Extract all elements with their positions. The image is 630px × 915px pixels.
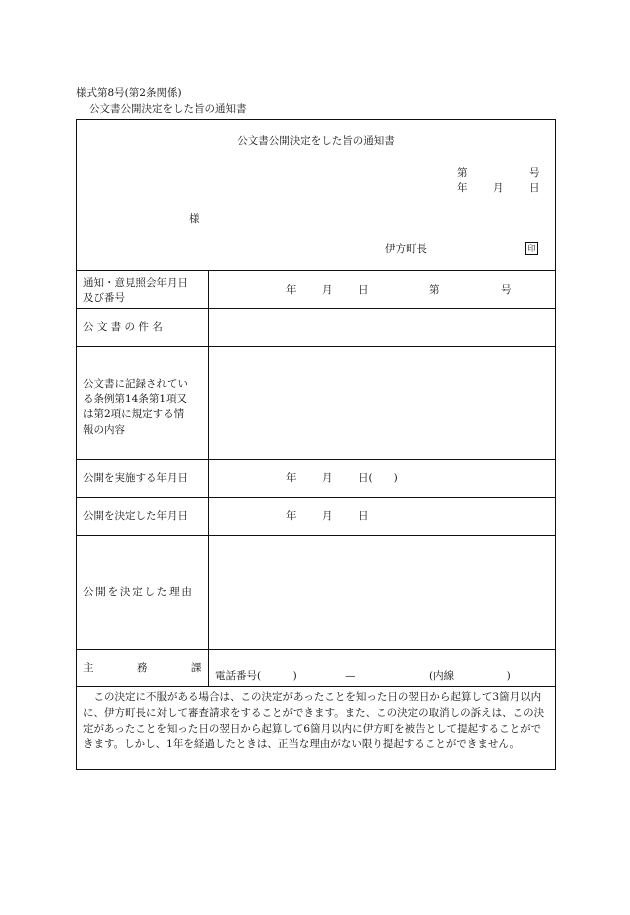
phone-label: 電話番号( ) xyxy=(215,670,297,682)
rule xyxy=(77,270,555,271)
decided-date-label: 公開を決定した年月日 xyxy=(83,510,188,522)
dept-label-1: 主 xyxy=(83,662,94,674)
decided-year: 年 xyxy=(286,510,297,522)
issuer-name: 伊方町長 xyxy=(385,243,427,255)
extension-label: (内線 ) xyxy=(429,670,511,682)
notice-date-label: 通知・意見照会年月日 及び番号 xyxy=(83,277,188,305)
issue-year: 年 xyxy=(457,182,468,194)
impl-day: 日( ) xyxy=(358,472,398,484)
issue-month: 月 xyxy=(493,182,504,194)
reason-label: 公開を決定した理由 xyxy=(83,586,194,598)
subject-label: 公 文 書 の 件 名 xyxy=(83,321,163,333)
addressee-sama: 様 xyxy=(189,213,200,225)
rule xyxy=(77,649,555,650)
form-subtitle: 公文書公開決定をした旨の通知書 xyxy=(89,103,247,115)
notice-year: 年 xyxy=(286,284,297,296)
rule xyxy=(77,459,555,460)
issue-go: 号 xyxy=(529,167,540,179)
form-title: 公文書公開決定をした旨の通知書 xyxy=(237,135,395,147)
decided-month: 月 xyxy=(322,510,333,522)
impl-date-label: 公開を実施する年月日 xyxy=(83,472,188,484)
rule xyxy=(77,308,555,309)
rule xyxy=(77,346,555,347)
notice-day: 日 xyxy=(358,284,369,296)
decided-day: 日 xyxy=(358,510,369,522)
phone-dash: — xyxy=(345,670,356,682)
column-divider xyxy=(208,270,209,686)
notice-go: 号 xyxy=(501,284,512,296)
notice-dai: 第 xyxy=(429,284,440,296)
issue-day: 日 xyxy=(529,182,540,194)
impl-year: 年 xyxy=(286,472,297,484)
impl-month: 月 xyxy=(322,472,333,484)
seal-mark: 印 xyxy=(525,242,538,255)
form-number: 様式第8号(第2条関係) xyxy=(76,87,182,99)
appeal-notice: この決定に不服がある場合は、この決定があったことを知った日の翌日から起算して3箇月以内に、伊方町長に対して審査請求をすることができます。また、この決定の取消しの訴えは、この決定があったことを知った日の翌日から起算して6箇月以内に伊方町を被告として提起することができます。しかし、1年を経過したときは、正当な理由がない限り提起することができません。 xyxy=(83,691,545,751)
rule xyxy=(77,686,555,687)
notice-form xyxy=(76,119,556,770)
rule xyxy=(77,497,555,498)
dept-label-2: 務 xyxy=(137,662,148,674)
dept-label-3: 課 xyxy=(191,662,202,674)
rule xyxy=(77,535,555,536)
contents-label: 公文書に記録されてい る条例第14条第1項又 は第2項に規定する情 報の内容 xyxy=(83,378,188,436)
issue-dai: 第 xyxy=(457,167,468,179)
notice-month: 月 xyxy=(322,284,333,296)
